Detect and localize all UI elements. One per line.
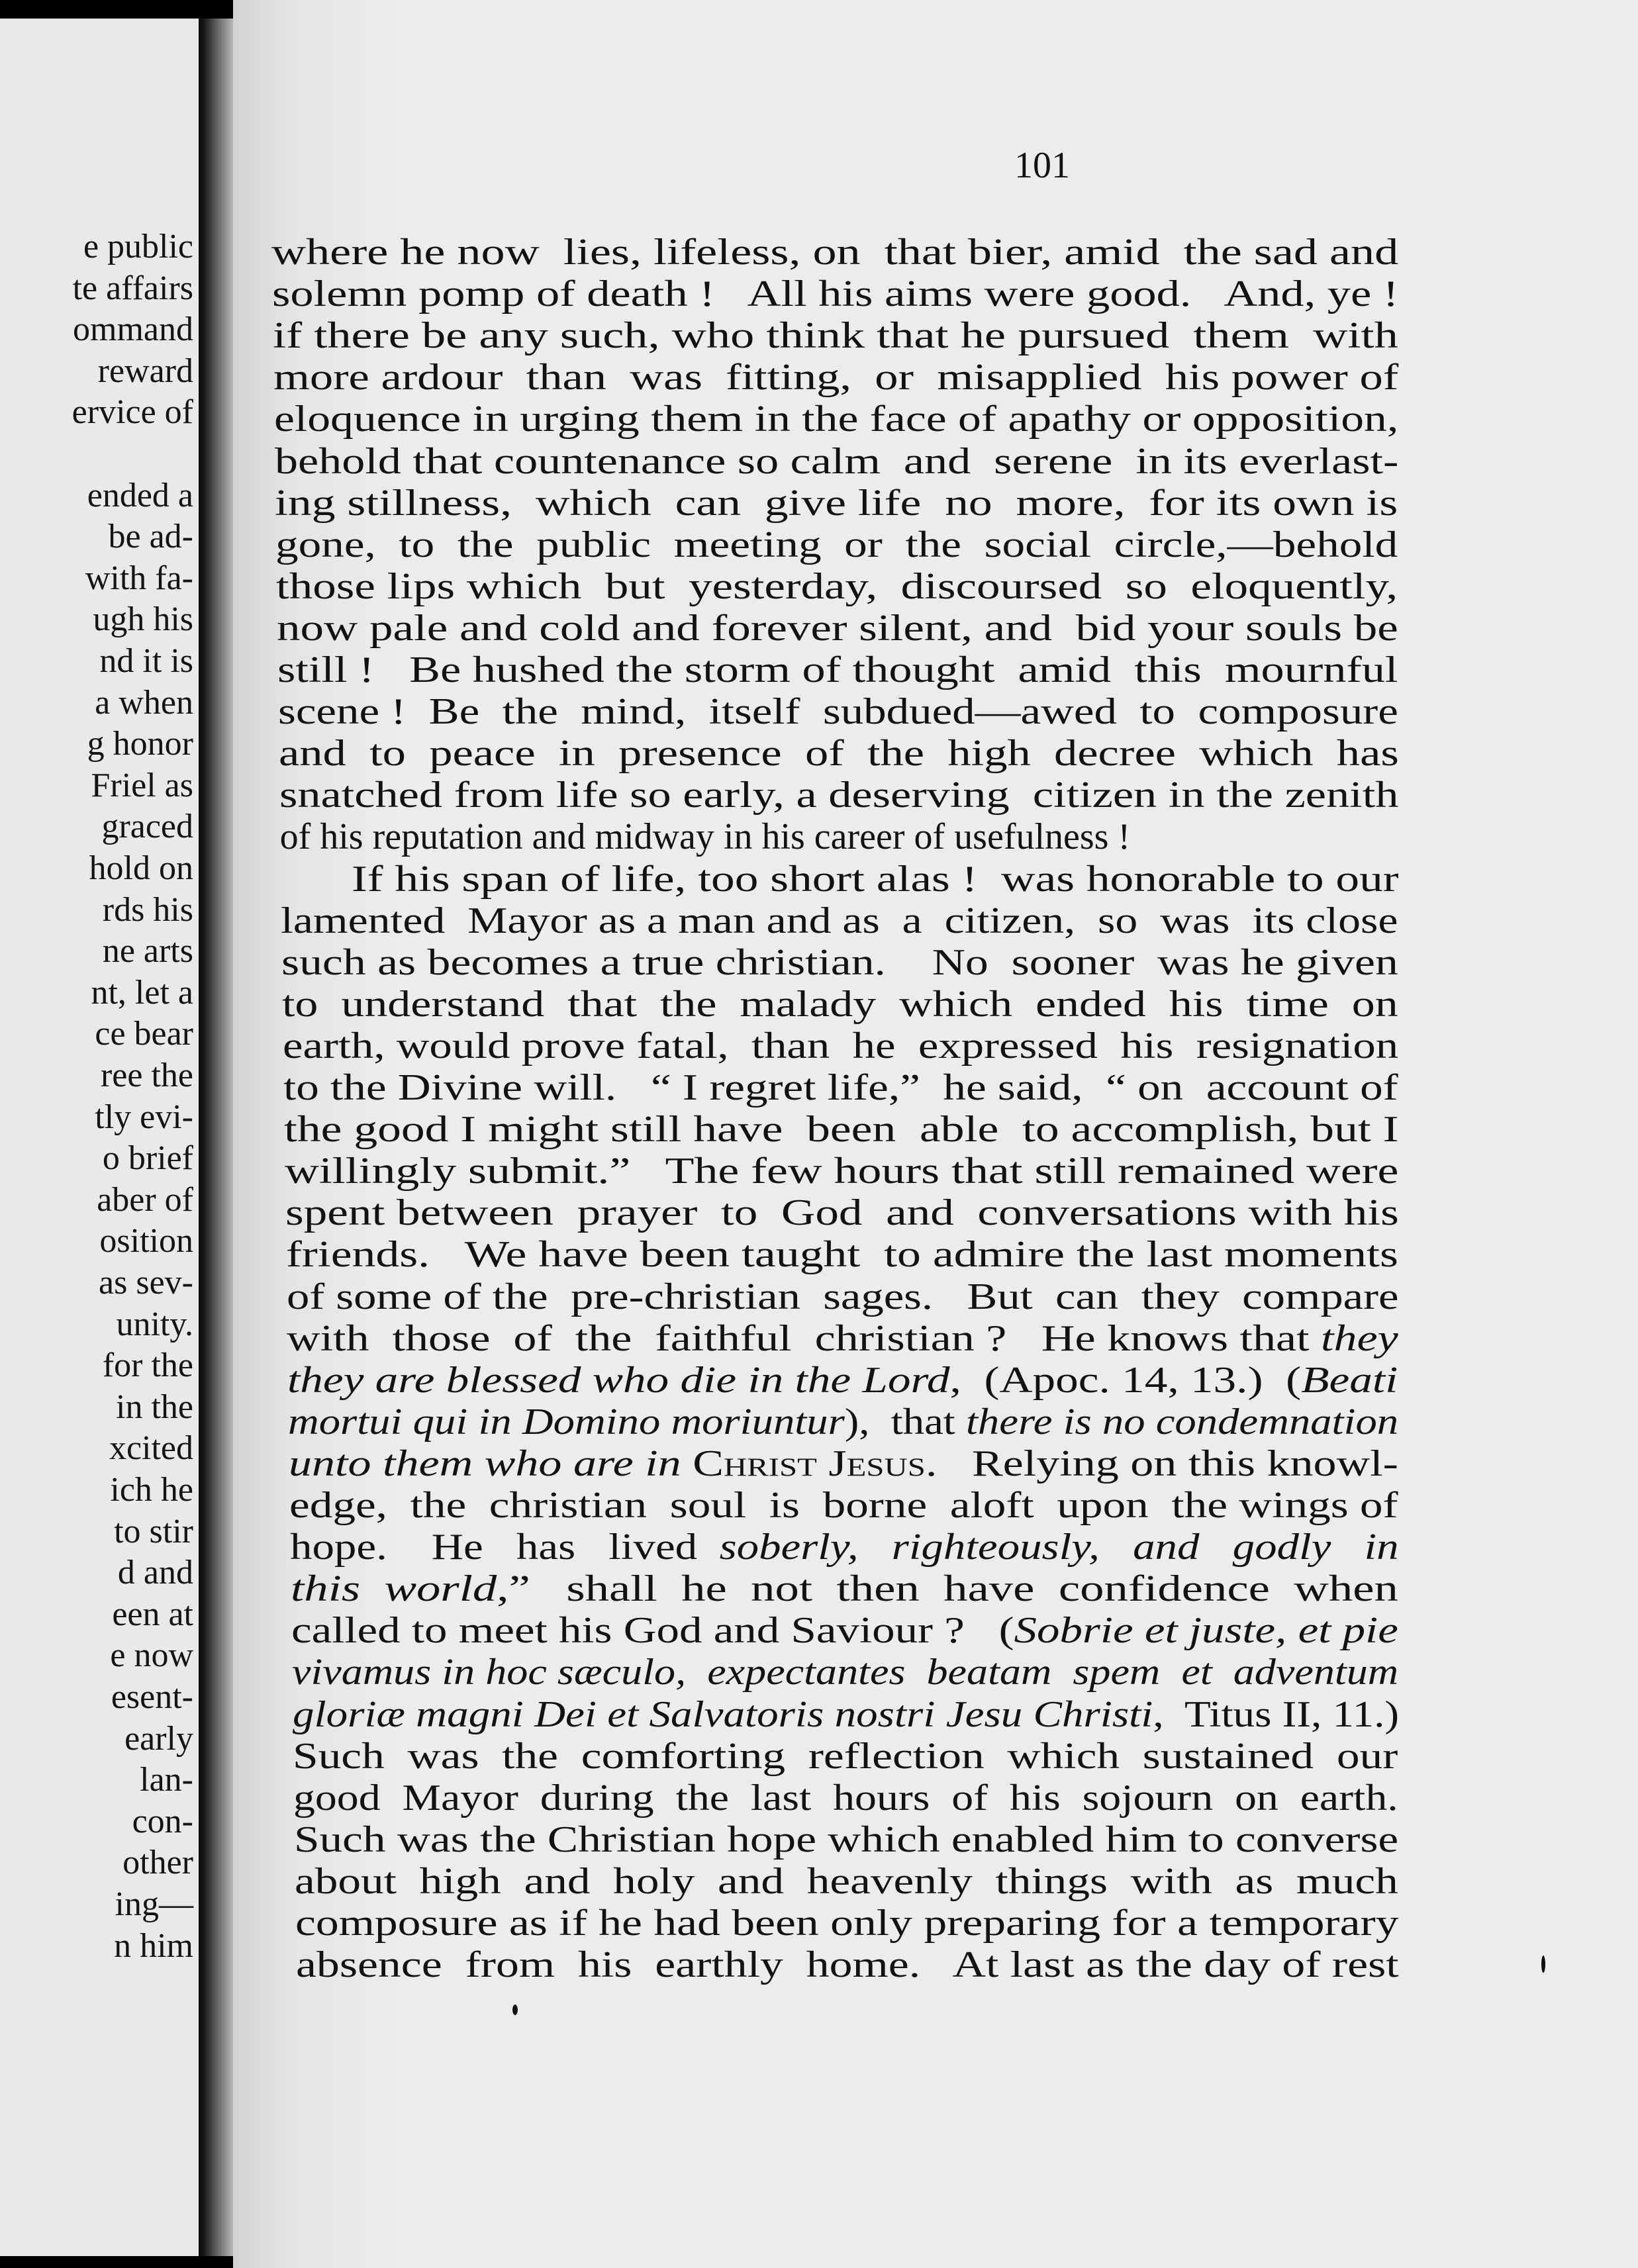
left-page-line: nd it is [99, 642, 193, 680]
left-page-line: e public [83, 228, 193, 265]
text-line [271, 232, 1398, 273]
text-run: those lips which but yesterday, discoursed so eloquently, [276, 565, 1398, 607]
text-run: to the Divine will. “ I regret life,” he said, “ on account of [283, 1067, 1398, 1108]
text-line [284, 1109, 1398, 1150]
left-page-line: ommand [73, 310, 193, 349]
text-line [277, 608, 1398, 649]
italic-text: gloriæ magni Dei et Salvatoris nostri Jesu Christi [292, 1693, 1153, 1735]
italic-text: Beati [1301, 1359, 1398, 1401]
text-line [286, 1234, 1398, 1275]
text-line [280, 816, 1131, 857]
book-gutter [199, 19, 233, 2256]
italic-text: soberly, righteously, and godly in [719, 1527, 1399, 1568]
left-page-line: xcited [109, 1429, 193, 1468]
text-line [283, 1025, 1398, 1066]
left-page-line: osition [99, 1222, 193, 1260]
right-page [233, 0, 1638, 2268]
text-line [283, 1067, 1398, 1108]
text-line [281, 859, 1399, 900]
left-page-line: in the [116, 1388, 193, 1426]
text-line [296, 1944, 1399, 1985]
text-line [285, 1151, 1398, 1192]
left-page-line: graced [101, 808, 193, 846]
italic-text: they [1321, 1317, 1399, 1359]
text-run: , (Apoc. 14, 13.) ( [949, 1359, 1302, 1401]
text-run: composure as if he had been only preparing for a temporary [295, 1903, 1399, 1944]
text-line [285, 1192, 1399, 1233]
italic-text: Sobrie et juste, et pie [1014, 1610, 1398, 1652]
text-run: Such was the Christian hope which enabled him to converse [294, 1819, 1399, 1860]
left-page-line: for the [102, 1347, 193, 1385]
left-page-line: d and [117, 1554, 193, 1592]
text-run: good Mayor during the last hours of his sojourn on earth. [293, 1777, 1398, 1819]
text-run: earth, would prove fatal, than he expressed his resignation [283, 1025, 1399, 1066]
text-line [291, 1610, 1398, 1651]
left-page-line: tly evi- [95, 1098, 193, 1136]
text-run: Christ Jesus [693, 1442, 926, 1484]
ink-speck [512, 2005, 518, 2015]
text-run: ,” shall he not then have confidence when [497, 1568, 1398, 1610]
text-run: snatched from life so early, a deserving citizen in the zenith [279, 775, 1399, 816]
left-page-line: ended a [87, 476, 193, 514]
text-run: solemn pomp of death ! All his aims were good. And, ye ! [271, 273, 1399, 315]
italic-text: there is no condemnation [966, 1401, 1399, 1442]
text-line [275, 524, 1398, 565]
text-line [290, 1527, 1399, 1568]
text-line [275, 483, 1398, 524]
text-line [275, 441, 1398, 482]
left-page-line: be ad- [108, 518, 193, 556]
text-run: called to meet his God and Saviour ? ( [291, 1610, 1014, 1652]
left-page-line: lan- [140, 1761, 193, 1799]
left-page-line: e now [110, 1636, 193, 1675]
text-line [289, 1443, 1398, 1484]
text-line [293, 1736, 1398, 1777]
left-page-line: aber of [97, 1180, 193, 1219]
left-page-line: early [124, 1719, 193, 1758]
text-run: friends. We have been taught to admire the last moments [285, 1234, 1398, 1276]
left-page-line: a when [95, 683, 193, 722]
text-run: the good I might still have been able to accomplish, but I [283, 1109, 1399, 1151]
left-page-line: as sev- [99, 1264, 193, 1301]
left-page-line: rds his [102, 890, 193, 929]
italic-text: this world [290, 1568, 497, 1610]
left-page-line: g honor [87, 725, 193, 763]
text-run: still ! Be hushed the storm of thought amid this mournful [277, 649, 1398, 690]
text-run: If his span of life, too short alas ! was honorable to our [280, 858, 1399, 900]
text-run: where he now lies, lifeless, on that bier, amid the sad and [271, 232, 1399, 273]
text-line [272, 273, 1398, 314]
text-run: Such was the comforting reflection which sustained our [293, 1735, 1398, 1777]
text-line [277, 649, 1398, 690]
text-run: lamented Mayor as a man and as a citizen, so was its close [281, 900, 1398, 941]
text-line [276, 566, 1398, 607]
left-page-line: ing— [115, 1885, 193, 1923]
text-run: . Relying on this knowl- [926, 1442, 1399, 1484]
text-run: and to peace in presence of the high decree which has [278, 733, 1399, 775]
left-page-line: een at [112, 1595, 193, 1633]
text-run: to understand that the malady which ended his time on [282, 983, 1398, 1025]
page-number: 101 [1014, 145, 1070, 186]
text-line [294, 1819, 1398, 1860]
text-run: of his reputation and midway in his career of usefulness ! [279, 816, 1131, 858]
text-line [288, 1401, 1398, 1442]
text-run: with those of the faithful christian ? He knows that [287, 1317, 1322, 1359]
left-page-line: ce bear [95, 1015, 193, 1053]
text-line [293, 1777, 1398, 1819]
left-page-line: ugh his [93, 600, 193, 639]
text-run: more ardour than was fitting, or misapplied his power of [273, 357, 1398, 399]
text-run: ing stillness, which can give life no more, for its own is [275, 482, 1398, 524]
text-line [279, 733, 1399, 774]
left-page-line: ree the [100, 1057, 193, 1094]
text-run: ), that [844, 1401, 967, 1442]
text-line [293, 1694, 1399, 1735]
text-run: gone, to the public meeting or the social circle,—behold [275, 524, 1398, 565]
text-line [291, 1568, 1398, 1609]
text-line [278, 691, 1398, 732]
left-page-line: to stir [114, 1512, 193, 1550]
text-run: scene ! Be the mind, itself subdued—awed to composure [277, 691, 1398, 733]
left-page-line: hold on [89, 849, 193, 887]
text-run: , Titus II, 11.) [1152, 1693, 1399, 1735]
italic-text: mortui qui in Domino moriuntur [288, 1401, 845, 1442]
text-run: hope. He has lived [289, 1527, 720, 1568]
text-line [282, 984, 1398, 1025]
left-page-line: nt, let a [91, 973, 193, 1012]
text-line [273, 357, 1398, 398]
text-line [273, 315, 1398, 356]
text-line [295, 1861, 1398, 1902]
text-line [274, 399, 1398, 440]
italic-text: vivamus in hoc sæculo, expectantes beatam spem et adventum [291, 1652, 1398, 1693]
left-page-line: ich he [110, 1471, 193, 1509]
left-page-line: te affairs [72, 269, 193, 307]
left-page-line: ervice of [72, 393, 193, 432]
left-page-line: with fa- [85, 559, 193, 597]
left-page-line: unity. [116, 1305, 193, 1343]
text-line [295, 1903, 1399, 1944]
text-line [287, 1276, 1399, 1317]
text-run: now pale and cold and forever silent, and bid your souls be [277, 607, 1398, 649]
text-run: if there be any such, who think that he pursued them with [272, 315, 1398, 357]
text-line [279, 775, 1398, 816]
text-run: spent between prayer to God and conversations with his [285, 1192, 1399, 1234]
italic-text: unto them who are in [289, 1442, 693, 1484]
left-page-line: o brief [102, 1139, 193, 1178]
text-line [287, 1360, 1398, 1401]
text-run: of some of the pre-christian sages. But can they compare [286, 1276, 1399, 1317]
text-run: about high and holy and heavenly things with as much [295, 1860, 1398, 1902]
text-line [281, 942, 1398, 983]
text-line [292, 1652, 1398, 1693]
text-line [289, 1485, 1398, 1526]
text-run: willingly submit.” The few hours that still remained were [284, 1151, 1399, 1192]
ink-speck [1541, 1956, 1545, 1973]
text-run: edge, the christian soul is borne aloft upon the wings of [289, 1485, 1398, 1526]
text-run: absence from his earthly home. At last as the day of rest [295, 1944, 1399, 1986]
left-page-fragment [0, 19, 199, 2256]
left-page-line: Friel as [91, 766, 193, 804]
text-run: such as becomes a true christian. No sooner was he given [281, 941, 1399, 983]
left-page-line: con- [132, 1802, 193, 1840]
left-page-line: ne arts [102, 932, 193, 970]
left-page-line: other [122, 1844, 193, 1882]
text-line [281, 900, 1398, 941]
text-run: behold that countenance so calm and serene in its everlast- [274, 440, 1398, 482]
left-page-line: n him [114, 1926, 193, 1965]
text-run: eloquence in urging them in the face of apathy or opposition, [273, 399, 1398, 440]
left-page-line: esent- [111, 1678, 193, 1716]
text-line [287, 1318, 1398, 1359]
left-page-line: reward [97, 352, 193, 390]
italic-text: they are blessed who die in the Lord [287, 1359, 950, 1401]
